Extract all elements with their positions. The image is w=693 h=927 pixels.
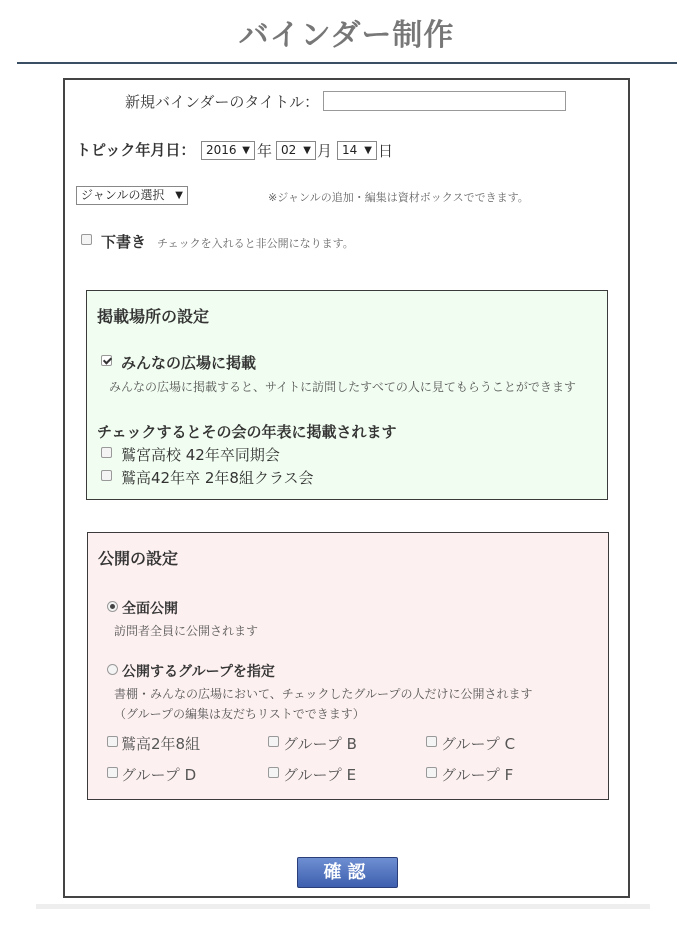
visibility-group-label-2: グループ B — [283, 735, 357, 753]
placement-heading: 掲載場所の設定 — [97, 307, 210, 326]
title-divider — [17, 62, 677, 64]
binder-title-input[interactable] — [323, 91, 566, 111]
timeline-heading: チェックするとその会の年表に掲載されます — [97, 423, 397, 441]
visibility-group-checkbox-5[interactable] — [268, 767, 279, 778]
group-label: 公開するグループを指定 — [122, 664, 275, 680]
plaza-checkbox[interactable] — [101, 355, 112, 366]
genre-select-label: ジャンルの選択 — [81, 188, 165, 202]
binder-title-label: 新規バインダーのタイトル： — [125, 93, 320, 111]
dropdown-arrow-icon: ▼ — [364, 145, 372, 156]
month-unit: 月 — [317, 142, 333, 160]
year-unit: 年 — [257, 142, 273, 160]
visibility-group-checkbox-2[interactable] — [268, 736, 279, 747]
dropdown-arrow-icon: ▼ — [303, 145, 311, 156]
visibility-group-label-6: グループ F — [441, 766, 514, 784]
visibility-group-checkbox-6[interactable] — [426, 767, 437, 778]
group-hint-line2: （グループの編集は友だちリストでできます） — [114, 707, 365, 721]
public-hint: 訪問者全員に公開されます — [114, 624, 259, 638]
year-select[interactable] — [201, 141, 255, 160]
group-radio[interactable] — [107, 664, 118, 675]
page-title: バインダー制作 — [238, 18, 455, 53]
confirm-button[interactable]: 確認 — [297, 857, 398, 888]
day-value: 14 — [342, 143, 358, 157]
visibility-group-label-5: グループ E — [283, 766, 357, 784]
plaza-hint: みんなの広場に掲載すると、サイトに訪問したすべての人に見てもらうことができます — [109, 380, 576, 394]
bottom-shadow — [36, 904, 650, 909]
year-value: 2016 — [206, 143, 237, 157]
draft-label: 下書き — [101, 233, 147, 251]
draft-checkbox[interactable] — [81, 234, 92, 245]
placement-group-checkbox-2[interactable] — [101, 470, 112, 481]
draft-hint: チェックを入れると非公開になります。 — [157, 237, 354, 250]
visibility-group-checkbox-1[interactable] — [107, 736, 118, 747]
day-select[interactable] — [337, 141, 377, 160]
visibility-group-label-3: グループ C — [441, 735, 516, 753]
plaza-label: みんなの広場に掲載 — [121, 354, 257, 372]
public-radio[interactable] — [107, 601, 118, 612]
placement-group-label-2: 鷲高42年卒 2年8組クラス会 — [121, 469, 314, 487]
group-hint-line1: 書棚・みんなの広場において、チェックしたグループの人だけに公開されます — [114, 687, 533, 701]
visibility-heading: 公開の設定 — [98, 549, 179, 568]
topic-date-label: トピック年月日： — [76, 141, 196, 159]
month-value: 02 — [281, 143, 297, 157]
visibility-group-label-4: グループ D — [121, 766, 197, 784]
genre-select[interactable] — [76, 186, 188, 205]
visibility-group-label-1: 鷲高2年8組 — [121, 735, 201, 753]
placement-group-checkbox-1[interactable] — [101, 447, 112, 458]
dropdown-arrow-icon: ▼ — [175, 190, 183, 201]
genre-hint: ※ジャンルの追加・編集は資材ボックスでできます。 — [268, 191, 529, 204]
month-select[interactable] — [276, 141, 316, 160]
day-unit: 日 — [378, 142, 394, 160]
public-label: 全面公開 — [122, 601, 178, 617]
visibility-group-checkbox-3[interactable] — [426, 736, 437, 747]
placement-group-label-1: 鷲宮高校 42年卒同期会 — [121, 446, 280, 464]
visibility-group-checkbox-4[interactable] — [107, 767, 118, 778]
dropdown-arrow-icon: ▼ — [242, 145, 250, 156]
